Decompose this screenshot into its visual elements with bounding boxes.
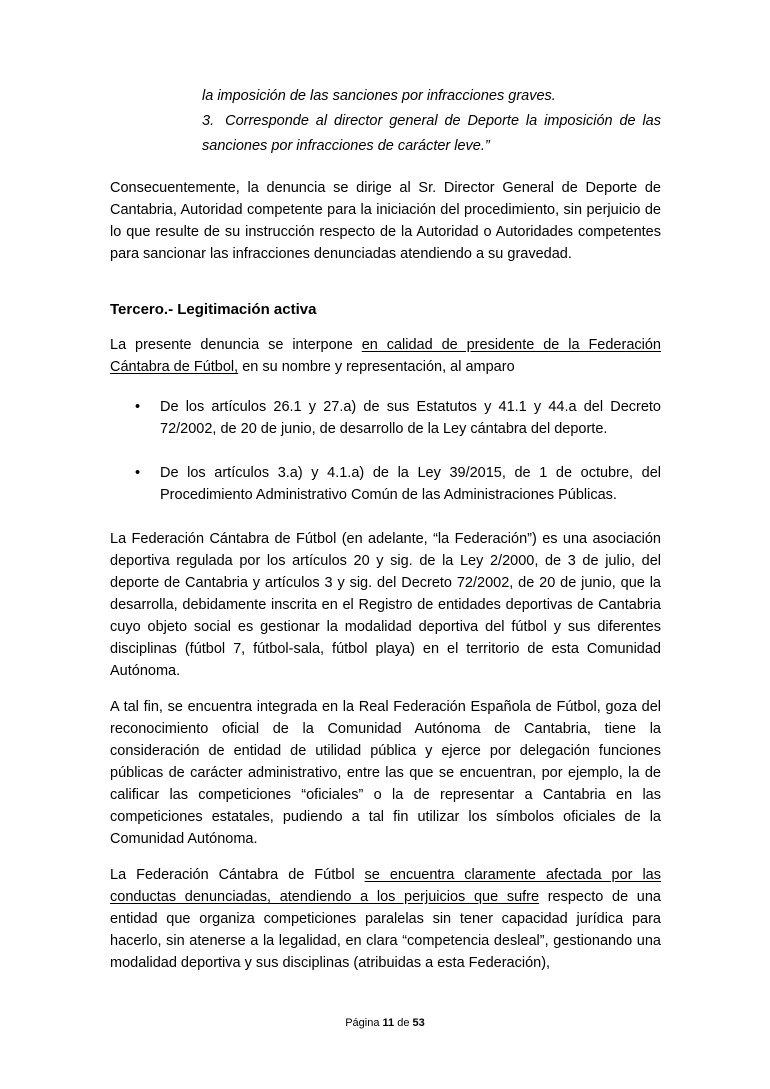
quoted-regulation-block [202,84,661,159]
underlined-text-afectada: se encuentra claramente afectada por las conductas denunciadas, atendiendo a los perjuicios que sufre [110,867,661,905]
quote-line-graves: la imposición de las sanciones por infracciones graves. [202,88,556,104]
list-item [110,462,661,506]
section-heading-tercero: Tercero.- Legitimación activa [110,301,317,318]
page-footer [0,1016,770,1030]
paragraph-federacion-descripcion: La Federación Cántabra de Fútbol (en adelante, “la Federación”) es una asociación deportiva regulada por los artículos 20 y sig. de la Ley 2/2000, de 3 de julio, del deporte de Cantabria y artículos 3 y sig. del Decreto 72/2002, de 20 de junio, que la desarrolla, debidamente inscrita en el Registro de entidades deportivas de Cantabria cuyo objeto social es gestionar la modalidad deportiva del fútbol y sus diferentes disciplinas (fútbol 7, fútbol-sala, fútbol playa) en el territorio de esta Comunidad Autónoma. [110,531,661,679]
footer-of: de [397,1017,410,1029]
quote-item-text: Corresponde al director general de Deporte la imposición de las sanciones por infracciones de carácter leve.” [202,113,661,154]
paragraph-text: La presente denuncia se interpone [110,337,362,353]
bullet-icon: • [135,465,141,481]
footer-total-pages: 53 [412,1017,425,1029]
list-item [110,396,661,440]
underlined-text-presidente: en calidad de presidente de la Federación Cántabra de Fútbol, [110,337,661,375]
quote-item-number: 3. [202,113,215,129]
paragraph-afectada [110,864,661,974]
paragraph-a-tal-fin: A tal fin, se encuentra integrada en la Real Federación Española de Fútbol, goza del reconocimiento oficial de la Comunidad Autónoma de Cantabria, tiene la consideración de entidad de utilidad pública y ejerce por delegación funciones públicas de carácter administrativo, entre las que se encuentran, por ejemplo, la de calificar las competiciones “oficiales” o la de representar a Cantabria en las competiciones estatales, pudiendo a tal fin utilizar los símbolos oficiales de la Comunidad Autónoma. [110,699,661,847]
paragraph-legitimacion [110,334,661,378]
footer-page-number: 11 [382,1017,395,1029]
bullet-text-ley-39-2015: De los artículos 3.a) y 4.1.a) de la Ley 39/2015, de 1 de octubre, del Procedimiento Administrativo Común de las Administraciones Públicas. [160,465,661,503]
legal-basis-bullet-list [110,396,661,506]
bullet-text-estatutos: De los artículos 26.1 y 27.a) de sus Estatutos y 41.1 y 44.a del Decreto 72/2002, de 20 de junio, de desarrollo de la Ley cántabra del deporte. [160,399,661,437]
paragraph-text: La Federación Cántabra de Fútbol [110,867,365,883]
bullet-icon: • [135,399,141,415]
footer-label: Página [345,1017,380,1029]
paragraph-text: en su nombre y representación, al amparo [238,359,515,375]
quote-item-3 [202,109,661,159]
paragraph-consecuentemente: Consecuentemente, la denuncia se dirige al Sr. Director General de Deporte de Cantabria, Autoridad competente para la iniciación del procedimiento, sin perjuicio de lo que resulte de su instrucción respecto de la Autoridad o Autoridades competentes para sancionar las infracciones denunciadas atendiendo a su gravedad. [110,180,661,262]
paragraph-text: respecto de una entidad que organiza competiciones paralelas sin tener capacidad jurídica para hacerlo, sin atenerse a la legalidad, en clara “competencia desleal”, gestionando una modalidad deportiva y sus disciplinas (atribuidas a esta Federación), [110,889,661,971]
